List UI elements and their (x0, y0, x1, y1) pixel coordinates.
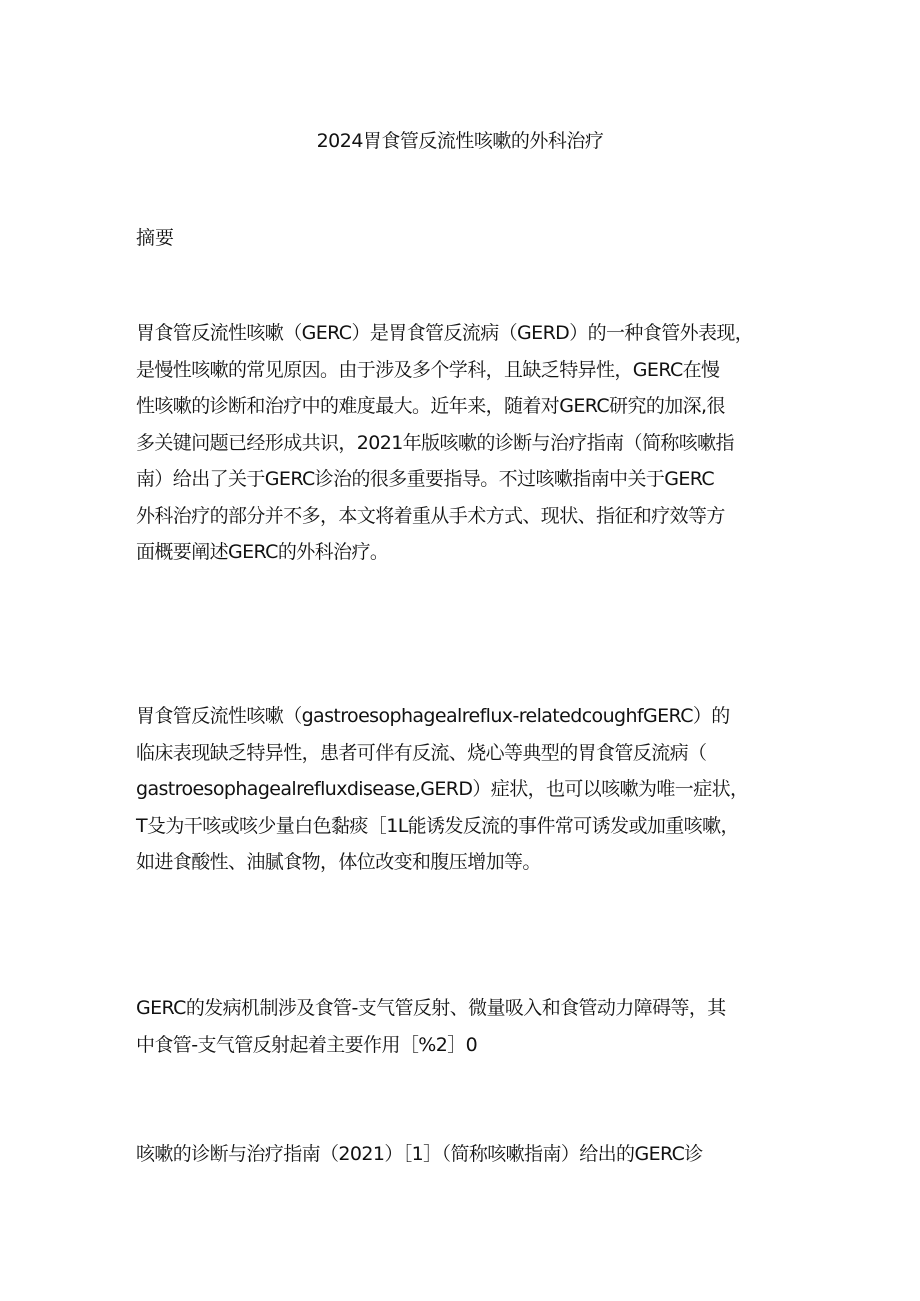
body-paragraph-guideline (136, 1136, 796, 1173)
text-line: 南）给出了关于GERC诊治的很多重要指导。不过咳嗽指南中关于GERC (136, 468, 715, 490)
abstract-paragraph (136, 315, 796, 571)
body-paragraph-clinical (136, 698, 796, 881)
document-title: 2024胃食管反流性咳嗽的外科治疗 (316, 130, 604, 152)
text-line: 如进食酸性、油腻食物，体位改变和腹压增加等。 (136, 851, 541, 873)
body-paragraph-mechanism (136, 990, 796, 1063)
abstract-heading: 摘要 (136, 227, 175, 249)
text-line: 咳嗽的诊断与治疗指南（2021）［1］（简称咳嗽指南）给出的GERC诊 (136, 1143, 703, 1165)
text-line: 性咳嗽的诊断和治疗中的难度最大。近年来，随着对GERC研究的加深,很 (136, 395, 725, 417)
text-line: 外科治疗的部分并不多，本文将着重从手术方式、现状、指征和疗效等方 (136, 504, 725, 527)
text-line: 临床表现缺乏特异性，患者可伴有反流、烧心等典型的胃食管反流病（ (136, 741, 707, 764)
text-line: 胃食管反流性咳嗽（GERC）是胃食管反流病（GERD）的一种食管外表现， (136, 322, 754, 344)
text-line: 胃食管反流性咳嗽（gastroesophagealreflux-relatedcoughfGERC）的 (136, 705, 730, 727)
text-line: 是慢性咳嗽的常见原因。由于涉及多个学科，且缺乏特异性，GERC在慢 (136, 358, 720, 381)
text-line: 多关键问题已经形成共识，2021年版咳嗽的诊断与治疗指南（简称咳嗽指 (136, 431, 734, 454)
text-line: 中食管-支气管反射起着主要作用［%2］0 (136, 1033, 478, 1056)
text-line: T殳为干咳或咳少量白色黏痰［1L能诱发反流的事件常可诱发或加重咳嗽， (136, 814, 739, 837)
text-line: gastroesophagealrefluxdisease,GERD）症状，也可以咳嗽为唯一症状， (136, 778, 749, 800)
text-line: GERC的发病机制涉及食管-支气管反射、微量吸入和食管动力障碍等，其 (136, 997, 726, 1019)
text-line: 面概要阐述GERC的外科治疗。 (136, 541, 389, 563)
